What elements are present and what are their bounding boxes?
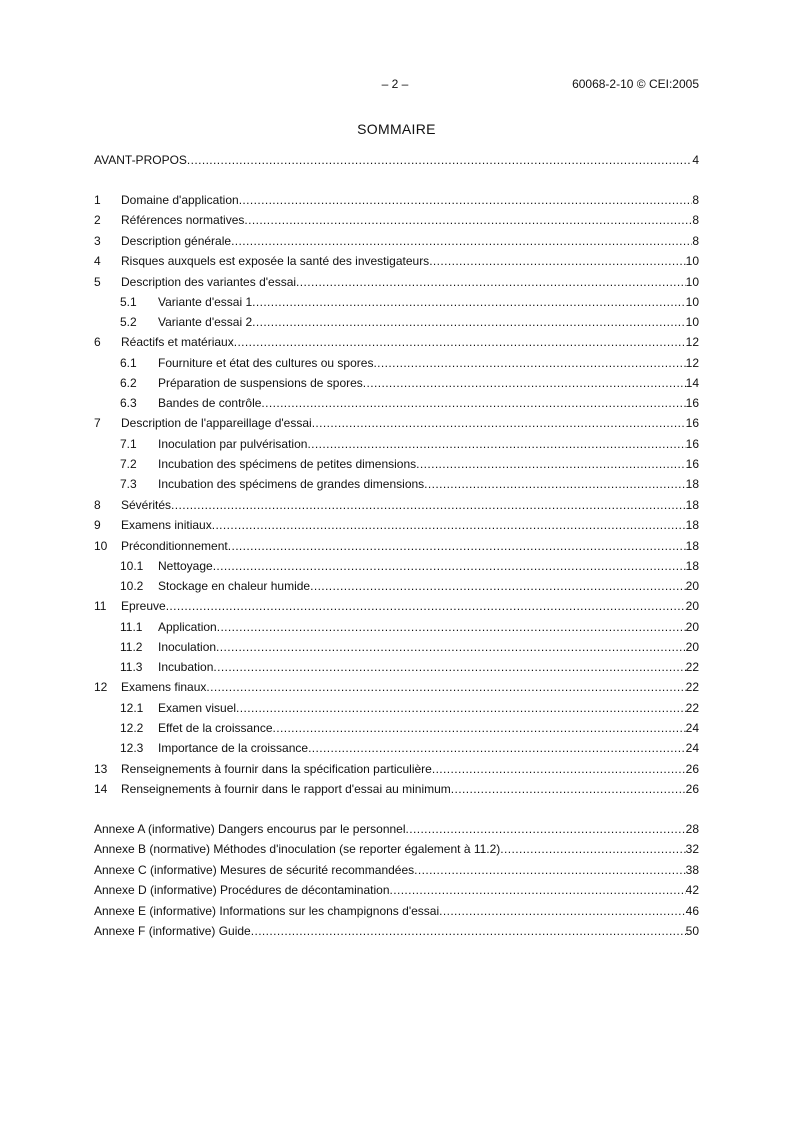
toc-entry[interactable] [94,353,699,373]
toc-entry-page: 18 [685,559,699,573]
toc-leader-dots [273,718,686,738]
toc-leader-dots [373,353,685,373]
toc-entry[interactable] [94,373,699,393]
toc-leader-dots [244,210,692,231]
toc-leader-dots [439,901,686,922]
toc-entry-title: Références normatives [121,213,245,227]
toc-entry[interactable] [94,637,699,657]
toc-entry-page: 20 [685,619,699,634]
toc-entry-number: 14 [94,782,108,796]
toc-entry-number: 6.3 [120,396,137,411]
toc-entry-page: 10 [685,254,699,268]
toc-leader-dots [236,698,686,718]
toc-entry-number: 10.2 [120,579,144,594]
toc-entry-number: 3 [94,233,101,248]
toc-entry[interactable] [94,698,699,718]
toc-entry-page: 18 [685,538,699,553]
toc-entry[interactable] [94,150,699,171]
toc-entry[interactable] [94,901,699,922]
toc-entry-page: 20 [685,599,699,614]
toc-entry-title: Préconditionnement [121,538,228,553]
toc-entry[interactable] [94,921,699,942]
toc-entry-page: 12 [685,335,699,350]
toc-entry-page: 46 [685,903,699,918]
toc-entry-title: Variante d'essai 1 [158,295,253,309]
toc-entry-number: 7.2 [120,457,137,472]
toc-entry-page: 18 [685,477,699,492]
toc-entry-title: Annexe F (informative) Guide [94,924,251,938]
toc-entry-page: 4 [692,153,699,167]
toc-entry-page: 50 [685,924,699,938]
toc-entry-title: Fourniture et état des cultures ou spores [158,355,374,370]
toc-entry-number: 10 [94,538,108,553]
toc-leader-dots [406,819,686,840]
toc-entry-page: 12 [685,355,699,370]
toc-entry-title: Annexe E (informative) Informations sur les champignons d'essai [94,903,440,918]
toc-entry-page: 42 [685,883,699,897]
toc-entry[interactable] [94,617,699,637]
toc-entry-page: 8 [692,192,699,207]
toc-entry-number: 10.1 [120,559,144,573]
page-number: – 2 – [381,77,409,91]
toc-entry-number: 12.1 [120,700,144,715]
toc-entry[interactable] [94,393,699,413]
toc-entry-page: 16 [685,416,699,431]
toc-leader-dots [187,150,692,171]
toc-entry-title: Renseignements à fournir dans la spécification particulière [121,761,432,776]
toc-entry-page: 16 [685,457,699,472]
toc-leader-dots [213,556,686,576]
toc-entry-page: 18 [685,518,699,532]
toc-entry-number: 6.2 [120,376,137,391]
toc-leader-dots [216,637,686,657]
toc-entry-number: 12.3 [120,741,144,756]
toc-entry-title: Effet de la croissance [158,721,273,736]
toc-entry-title: Application [158,619,217,634]
toc-entry-number: 13 [94,761,108,776]
toc-leader-dots [310,576,686,596]
toc-entry-page: 10 [685,274,699,289]
toc-entry[interactable] [94,312,699,332]
toc-entry[interactable] [94,738,699,758]
toc-leader-dots [252,312,686,332]
toc-entry-title: Incubation des spécimens de petites dimensions [158,457,417,472]
toc-entry-title: Sévérités [121,497,172,512]
toc-entry-title: Incubation des spécimens de grandes dimensions [158,477,425,492]
toc-leader-dots [500,839,685,860]
page-title: SOMMAIRE [357,121,436,137]
toc-entry-number: 2 [94,213,101,227]
toc-leader-dots [414,860,686,881]
toc-entry-title: Annexe A (informative) Dangers encourus par le personnel [94,821,406,836]
toc-entry-number: 11.2 [120,640,143,655]
toc-entry-page: 20 [685,579,699,594]
toc-entry-title: Renseignements à fournir dans le rapport d'essai au minimum [121,782,451,796]
toc-entry[interactable] [94,474,699,494]
toc-entry[interactable] [94,596,699,617]
toc-entry-title: Stockage en chaleur humide [158,579,311,594]
toc-leader-dots [312,413,686,434]
toc-leader-dots [206,677,685,698]
toc-entry-number: 12.2 [120,721,144,736]
toc-entry-page: 28 [685,821,699,836]
toc-entry-page: 20 [685,640,699,655]
toc-leader-dots [451,779,686,800]
toc-leader-dots [363,373,686,393]
toc-entry-title: Variante d'essai 2 [158,315,253,330]
toc-entry-page: 26 [685,782,699,796]
toc-entry-number: 5.2 [120,315,137,330]
toc-entry[interactable] [94,332,699,353]
toc-entry-page: 32 [685,842,699,856]
toc-entry[interactable] [94,839,699,860]
toc-leader-dots [416,454,685,474]
toc-leader-dots [231,231,692,252]
toc-entry-page: 24 [685,741,699,756]
toc-entry[interactable] [94,292,699,312]
toc-leader-dots [171,495,686,516]
toc-entry-title: Annexe B (normative) Méthodes d'inoculation (se reporter également à 11.2) [94,842,501,856]
toc-entry-title: Description des variantes d'essai [121,274,297,289]
toc-entry-number: 4 [94,254,101,268]
toc-leader-dots [239,190,693,211]
toc-entry[interactable] [94,495,699,516]
toc-entry-title: Importance de la croissance [158,741,309,756]
toc-leader-dots [432,759,686,780]
toc-entry[interactable] [94,556,699,576]
toc-leader-dots [308,738,686,758]
toc-entry-page: 16 [685,396,699,411]
toc-entry-number: 7.1 [120,436,137,451]
toc-entry-title: Examens initiaux [121,518,212,532]
toc-entry-number: 5.1 [120,295,137,309]
toc-entry[interactable] [94,454,699,474]
toc-entry-page: 26 [685,761,699,776]
toc-entry-title: Examens finaux [121,680,207,695]
toc-entry-title: Annexe D (informative) Procédures de décontamination [94,883,390,897]
toc-entry[interactable] [94,860,699,881]
toc-entry-title: Annexe C (informative) Mesures de sécurité recommandées [94,862,415,877]
toc-entry[interactable] [94,231,699,252]
toc-entry-number: 11.1 [120,619,143,634]
toc-entry[interactable] [94,536,699,557]
toc-entry-number: 12 [94,680,108,695]
toc-leader-dots [212,515,686,536]
toc-leader-dots [429,251,685,272]
toc-entry[interactable] [94,779,699,800]
toc-entry-number: 11 [94,599,107,614]
toc-entry[interactable] [94,677,699,698]
toc-entry-title: Examen visuel [158,700,237,715]
toc-entry-page: 22 [685,700,699,715]
toc-entry-number: 11.3 [120,660,143,675]
toc-leader-dots [252,292,686,312]
toc-entry[interactable] [94,515,699,536]
toc-entry-number: 7.3 [120,477,137,492]
toc-leader-dots [390,880,686,901]
toc-entry-title: Réactifs et matériaux [121,335,234,350]
toc-entry-page: 8 [692,213,699,227]
toc-entry-page: 10 [685,315,699,330]
toc-entry-number: 6 [94,335,101,350]
toc-leader-dots [307,434,685,454]
toc-entry[interactable] [94,210,699,231]
toc-entry-page: 22 [685,680,699,695]
toc-entry-title: Description de l'appareillage d'essai [121,416,312,431]
toc-entry-page: 10 [685,295,699,309]
toc-entry-page: 8 [692,233,699,248]
toc-entry-title: Risques auxquels est exposée la santé des investigateurs [121,254,430,268]
toc-entry[interactable] [94,272,699,293]
toc-entry-number: 8 [94,497,101,512]
toc-entry[interactable] [94,880,699,901]
toc-entry-page: 14 [685,376,699,391]
toc-entry[interactable] [94,657,699,677]
document-reference: 60068-2-10 © CEI:2005 [572,77,699,91]
toc-leader-dots [166,596,686,617]
toc-entry-number: 6.1 [120,355,137,370]
toc-entry-page: 16 [685,436,699,451]
toc-entry-page: 24 [685,721,699,736]
toc-leader-dots [261,393,685,413]
toc-entry-title: Inoculation par pulvérisation [158,436,308,451]
toc-entry[interactable] [94,819,699,840]
toc-entry[interactable] [94,190,699,211]
toc-entry-page: 18 [685,497,699,512]
toc-entry-title: AVANT-PROPOS [94,153,187,167]
toc-entry-page: 22 [685,660,699,675]
toc-entry[interactable] [94,718,699,738]
toc-entry[interactable] [94,759,699,780]
toc-entry-title: Bandes de contrôle [158,396,262,411]
toc-entry-title: Inoculation [158,640,217,655]
toc-entry[interactable] [94,413,699,434]
toc-entry[interactable] [94,251,699,272]
table-of-contents [94,150,699,942]
toc-entry-number: 9 [94,518,101,532]
toc-entry-number: 1 [94,192,101,207]
toc-leader-dots [234,332,686,353]
toc-entry-number: 7 [94,416,101,431]
toc-leader-dots [424,474,685,494]
toc-entry-title: Nettoyage [158,559,213,573]
toc-leader-dots [251,921,686,942]
toc-entry[interactable] [94,576,699,596]
toc-leader-dots [296,272,686,293]
toc-leader-dots [228,536,686,557]
toc-leader-dots [217,617,686,637]
toc-entry-title: Incubation [158,660,214,675]
toc-entry-title: Préparation de suspensions de spores [158,376,363,391]
toc-entry-title: Description générale [121,233,232,248]
toc-leader-dots [213,657,685,677]
toc-entry-number: 5 [94,274,101,289]
toc-entry-title: Epreuve [121,599,166,614]
toc-entry[interactable] [94,434,699,454]
toc-entry-title: Domaine d'application [121,192,239,207]
toc-entry-page: 38 [685,862,699,877]
